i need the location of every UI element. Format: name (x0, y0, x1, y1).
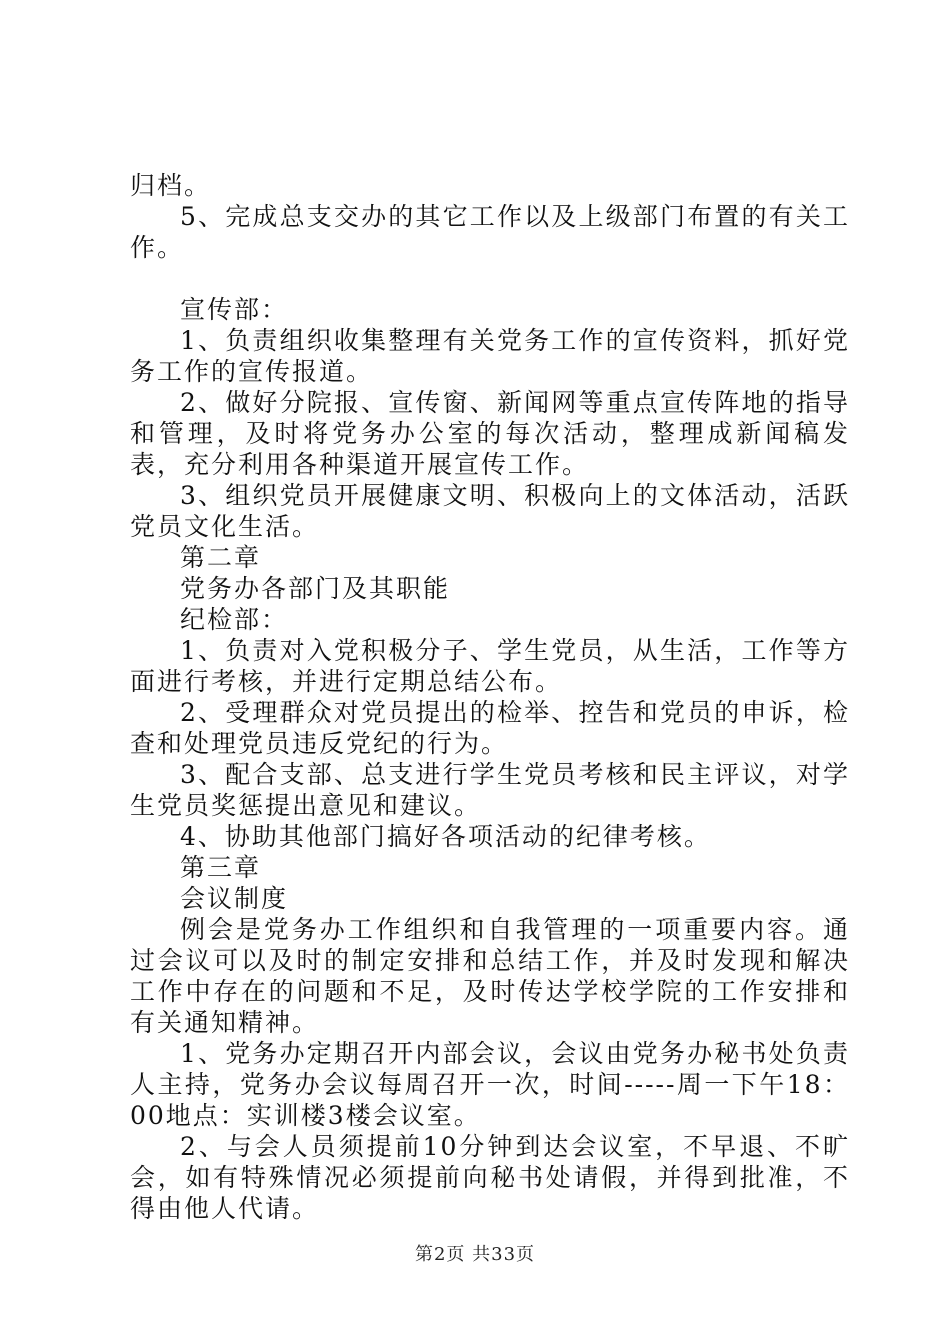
paragraph-meeting-intro: 例会是党务办工作组织和自我管理的一项重要内容。通过会议可以及时的制定安排和总结工作，并及时发现和解决工作中存在的问题和不足，及时传达学校学院的工作安排和有关通知精神。 (130, 915, 850, 1037)
paragraph-archive-end: 归档。 (130, 171, 212, 200)
paragraph-discipline-4: 4、协助其他部门搞好各项活动的纪律考核。 (180, 822, 711, 851)
document-body (130, 170, 850, 1224)
chapter-title-2: 党务办各部门及其职能 (180, 574, 451, 603)
paragraph-gap (130, 263, 850, 294)
paragraph-discipline-1: 1、负责对入党积极分子、学生党员，从生活，工作等方面进行考核，并进行定期总结公布。 (130, 636, 850, 696)
paragraph-publicity-2: 2、做好分院报、宣传窗、新闻网等重点宣传阵地的指导和管理，及时将党务办公室的每次活动，整理成新闻稿发表，充分利用各种渠道开展宣传工作。 (130, 388, 850, 479)
paragraph-discipline-3: 3、配合支部、总支进行学生党员考核和民主评议，对学生党员奖惩提出意见和建议。 (130, 760, 850, 820)
paragraph-discipline-2: 2、受理群众对党员提出的检举、控告和党员的申诉，检查和处理党员违反党纪的行为。 (130, 698, 850, 758)
section-heading-publicity: 宣传部： (180, 295, 289, 324)
paragraph-publicity-1: 1、负责组织收集整理有关党务工作的宣传资料，抓好党务工作的宣传报道。 (130, 326, 850, 386)
paragraph-meeting-1: 1、党务办定期召开内部会议，会议由党务办秘书处负责人主持，党务办会议每周召开一次，时间-----周一下午18：00地点：实训楼3楼会议室。 (130, 1039, 850, 1130)
chapter-title-3: 会议制度 (180, 884, 289, 913)
paragraph-publicity-3: 3、组织党员开展健康文明、积极向上的文体活动，活跃党员文化生活。 (130, 481, 850, 541)
paragraph-item-5: 5、完成总支交办的其它工作以及上级部门布置的有关工作。 (130, 202, 850, 262)
chapter-heading-3: 第三章 (180, 853, 262, 882)
section-heading-discipline: 纪检部： (180, 605, 289, 634)
paragraph-meeting-2: 2、与会人员须提前10分钟到达会议室，不早退、不旷会，如有特殊情况必须提前向秘书处请假，并得到批准，不得由他人代请。 (130, 1132, 850, 1223)
chapter-heading-2: 第二章 (180, 543, 262, 572)
page-footer: 第2页 共33页 (414, 1244, 536, 1265)
